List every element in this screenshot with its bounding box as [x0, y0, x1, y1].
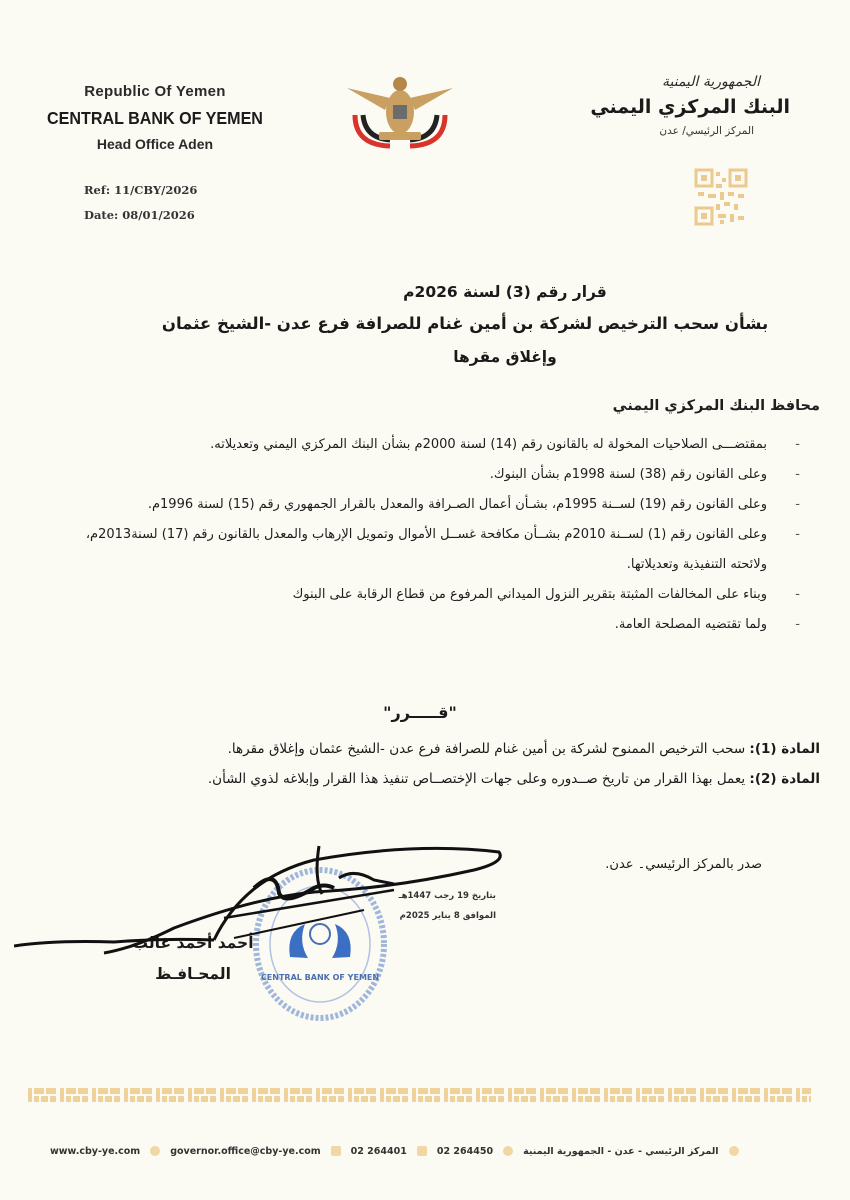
- arabic-office-name: المركز الرئيسي/ عدن: [659, 125, 754, 137]
- governor-title: المحـافـظ: [155, 965, 231, 983]
- preamble-item: - وعلى القانون رقم (19) لســنة 1995م، بشـأن أعمال الصـرافة والمعدل بالقرار الجمهوري رقم (15) لسنة 1996م.: [80, 490, 800, 520]
- arabic-letterhead: [570, 74, 790, 137]
- address: المركز الرئيسي - عدن - الجمهورية اليمنية: [523, 1145, 719, 1157]
- preamble-item: - وبناء على المخالفات المثبتة بتقرير النزول الميداني المرفوع من قطاع الرقابة على البنوك: [80, 580, 800, 610]
- hijri-date: بتاريخ 19 رجب 1447هـ: [398, 891, 496, 901]
- yemen-eagle-emblem-icon: [345, 70, 455, 150]
- decree-subject-title-cont: وإغلاق مقرها: [453, 348, 557, 366]
- article-1-text: سحب الترخيص الممنوح لشركة بن أمين غنام للصرافة فرع عدن -الشيخ عثمان وإغلاق مقرها.: [227, 741, 750, 757]
- handwritten-signature-icon: [14, 838, 514, 958]
- article-1-label: المادة (1):: [749, 741, 820, 757]
- document-date: Date: 08/01/2026: [84, 208, 195, 222]
- preamble-list: [80, 430, 800, 640]
- email-link[interactable]: governor.office@cby-ye.com: [170, 1145, 321, 1157]
- article-2: [90, 764, 820, 794]
- arabic-country-name: الجمهورية اليمنية: [661, 74, 760, 90]
- office-name: Head Office Aden: [96, 136, 214, 152]
- svg-text:CENTRAL BANK OF YEMEN: CENTRAL BANK OF YEMEN: [260, 973, 380, 982]
- reference-number: Ref: 11/CBY/2026: [84, 183, 198, 197]
- location-pin-icon: [729, 1146, 739, 1156]
- website-link[interactable]: www.cby-ye.com: [50, 1145, 141, 1157]
- preamble-item: - ولما تقتضيه المصلحة العامة.: [80, 610, 800, 640]
- decree-number-title: قرار رقم (3) لسنة 2026م: [403, 283, 607, 301]
- fax-number: 02 264401: [350, 1145, 407, 1157]
- article-2-text: يعمل بهذا القرار من تاريخ صــدوره وعلى جهات الإختصــاص تنفيذ هذا القرار وإبلاغه لذوي الشأن.: [207, 771, 750, 787]
- article-2-label: المادة (2):: [749, 771, 820, 787]
- english-letterhead: [30, 80, 280, 152]
- reference-block: [84, 178, 197, 228]
- decree-heading: "قـــــرر": [383, 703, 457, 722]
- gregorian-date: الموافق 8 يناير 2025م: [399, 911, 496, 921]
- phone-icon: [503, 1146, 513, 1156]
- phone-number: 02 264450: [436, 1145, 494, 1157]
- country-name: Republic Of Yemen: [84, 83, 226, 100]
- issued-location: صدر بالمركز الرئيسي۔ عدن.: [605, 857, 762, 872]
- governor-name: أحمد أحمد غالب: [132, 934, 254, 952]
- bank-name: CENTRAL BANK OF YEMEN: [47, 108, 263, 128]
- article-1: [90, 734, 820, 764]
- governor-heading: محافظ البنك المركزي اليمني: [612, 398, 820, 414]
- articles: [90, 734, 820, 794]
- preamble-item: - بمقتضـــى الصلاحيات المخولة له بالقانون رقم (14) لسنة 2000م بشأن البنك المركزي اليمني وتعديلاته.: [80, 430, 800, 460]
- preamble-item: - وعلى القانون رقم (38) لسنة 1998م بشأن البنوك.: [80, 460, 800, 490]
- email-icon: [150, 1146, 160, 1156]
- fax-icon-2: [417, 1146, 427, 1156]
- decree-subject-title: بشأن سحب الترخيص لشركة بن أمين غنام للصرافة فرع عدن -الشيخ عثمان: [161, 314, 769, 333]
- qr-code-icon[interactable]: [694, 168, 748, 226]
- footer-decorative-band: [28, 1087, 811, 1103]
- fax-icon: [331, 1146, 341, 1156]
- footer-contact-bar: [50, 1141, 800, 1161]
- arabic-bank-name: البنك المركزي اليمني: [590, 96, 790, 118]
- preamble-item: - وعلى القانون رقم (1) لســنة 2010م بشــأن مكافحة غســل الأموال وتمويل الإرهاب والمعدل بالقانون رقم (17) لسنة2013م، ولائحته التنفيذية وتعديلاتها.: [80, 520, 800, 580]
